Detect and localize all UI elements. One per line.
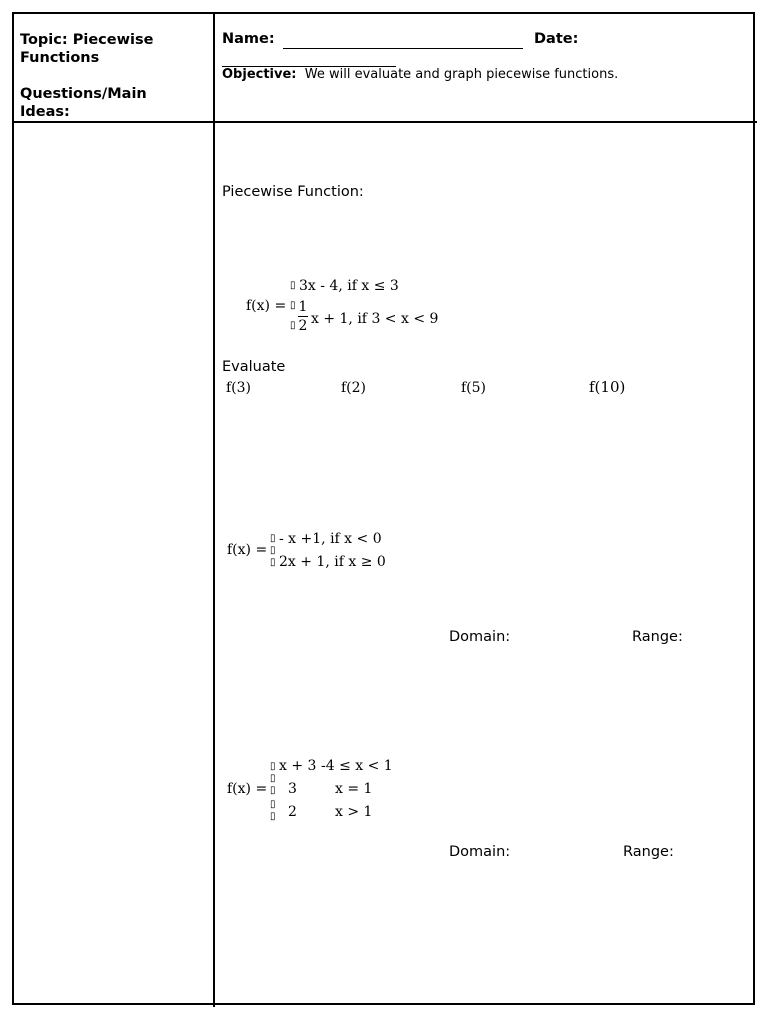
topic-cell: [20, 31, 205, 121]
questions-line-2: Ideas:: [20, 104, 70, 120]
eval-item: f(3): [226, 380, 252, 396]
section3-fx: f(x) =: [227, 781, 268, 797]
brace-icon: ▯: [270, 785, 276, 796]
domain-label: Domain:: [449, 844, 511, 860]
name-label: Name:: [222, 31, 275, 47]
section3-piece1-cond: -4 ≤ x < 1: [321, 758, 393, 774]
header-divider: [12, 121, 757, 123]
eval-item: f(10): [589, 378, 626, 396]
eval-item: f(2): [341, 380, 367, 396]
brace-icon: ▯: [270, 773, 276, 784]
evaluate-label: Evaluate: [222, 359, 286, 375]
topic-line-1: Topic: Piecewise: [20, 32, 154, 48]
brace-icon: ▯: [270, 533, 276, 544]
section3-piece2-expr: 3: [288, 781, 297, 797]
section1-frac-den: 2: [298, 318, 308, 334]
section1-frac-num: 1: [298, 299, 308, 315]
brace-icon: ▯: [270, 799, 276, 810]
topic-line-2: Functions: [20, 50, 100, 66]
brace-icon: ▯: [270, 811, 276, 822]
eval-item: f(5): [461, 380, 487, 396]
section3-piece3-expr: 2: [288, 804, 297, 820]
brace-icon: ▯: [290, 300, 296, 311]
range-label: Range:: [632, 629, 683, 645]
fraction-bar: [298, 316, 308, 317]
brace-icon: ▯: [290, 280, 296, 291]
name-blank[interactable]: [283, 48, 523, 49]
objective: [222, 67, 618, 82]
section3-piece2-cond: x = 1: [335, 781, 373, 797]
date-label: Date:: [534, 31, 579, 47]
section1-piece2: x + 1, if 3 < x < 9: [311, 311, 439, 327]
objective-text: We will evaluate and graph piecewise functions.: [304, 67, 619, 82]
section1-fx: f(x) =: [246, 298, 287, 314]
questions-line-1: Questions/Main: [20, 86, 147, 102]
brace-icon: ▯: [270, 557, 276, 568]
section1-piece1: 3x - 4, if x ≤ 3: [299, 278, 399, 294]
brace-icon: ▯: [270, 545, 276, 556]
section3-piece1-expr: x + 3: [279, 758, 317, 774]
range-label: Range:: [623, 844, 674, 860]
section2-piece2: 2x + 1, if x ≥ 0: [279, 554, 386, 570]
domain-label: Domain:: [449, 629, 511, 645]
objective-label: Objective:: [222, 67, 297, 82]
section3-piece3-cond: x > 1: [335, 804, 373, 820]
brace-icon: ▯: [290, 320, 296, 331]
section2-piece1: - x +1, if x < 0: [279, 531, 382, 547]
brace-icon: ▯: [270, 761, 276, 772]
column-divider: [213, 12, 215, 1007]
piecewise-heading: Piecewise Function:: [222, 184, 364, 200]
section2-fx: f(x) =: [227, 542, 268, 558]
